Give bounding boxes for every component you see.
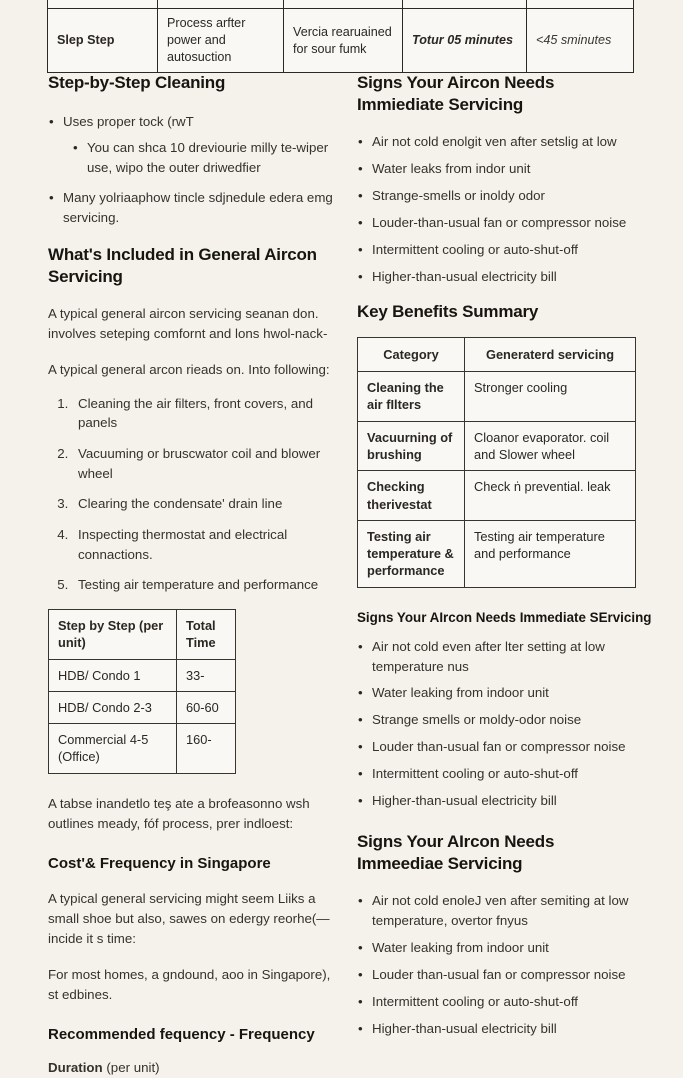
table-cell: Testing air temperature and performance	[465, 520, 636, 587]
list-item: • Higher-than-usual electricity bill	[357, 1019, 641, 1039]
list-item: • Higher-than-usual electricity bill	[357, 267, 641, 287]
list-item: 4. Inspecting thermostat and electrical connactions.	[72, 525, 334, 564]
paragraph-cost-2: For most homes, a gndound, aoo in Singapore), st edbines.	[48, 966, 331, 1002]
table-cell: HDB/ Condo 2-3	[49, 691, 177, 723]
table-row	[358, 471, 636, 521]
table-cell: Check ṅ prevential. leak	[465, 471, 636, 521]
list-item: 3. Clearing the condensate' drain line	[72, 494, 334, 514]
right-column	[357, 72, 652, 1046]
table-cell-vercia: Vercia rearuained for sour fumk	[284, 9, 403, 73]
list-item: • Intermittent cooling or auto-shut-off	[357, 764, 641, 784]
table-cell: Stronger cooling	[465, 372, 636, 422]
table-cell: Cloanor evaporator. coil and Slower wheel	[465, 421, 636, 471]
table-row	[48, 9, 634, 73]
list-item: • Air not cold enoleJ ven after semiting at low temperature, overtor fnyus	[357, 891, 641, 931]
table-cell: HDB/ Condo 1	[49, 659, 177, 691]
signs-bullet-list-3	[357, 891, 641, 1039]
list-item: • Water leaking from indoor unit	[357, 938, 641, 958]
cleaning-bullet-list	[48, 112, 334, 132]
table-row-partial	[48, 0, 634, 9]
table-cell	[527, 0, 634, 9]
table-cell: Cleaning the air fIlters	[358, 372, 465, 422]
list-item: • Uses proper tock (rwT	[48, 112, 334, 132]
column-header: Step by Step (per unit)	[49, 610, 177, 660]
paragraph-included-1: A typical general aircon servicing seanan don. involves seteping comfornt and lons hwol-nack-	[48, 305, 328, 341]
list-item: • Intermittent cooling or auto-shut-off	[357, 992, 641, 1012]
list-item: • Strange smells or moldy-odor noise	[357, 710, 641, 730]
heading-signs-immediate-1: Signs Your Aircon Needs Immiediate Servicing	[357, 73, 555, 115]
table-cell: 33-	[177, 659, 236, 691]
duration-line	[48, 1058, 334, 1078]
list-item: • Water leaks from indor unit	[357, 159, 641, 179]
table-cell	[403, 0, 527, 9]
cleaning-sub-list	[72, 138, 334, 178]
table-header-row	[358, 337, 636, 371]
key-benefits-table	[357, 337, 636, 588]
list-item: • Water leaking from indoor unit	[357, 683, 641, 703]
table-header-row	[49, 610, 236, 660]
list-item: • Air not cold enolgit ven after setslig at low	[357, 132, 641, 152]
table-cell-duration: Totur 05 minutes	[403, 9, 527, 73]
table-cell-process: Process arfter power and autosuction	[158, 9, 284, 73]
paragraph-included-2: A typical general arcon rieads on. Into following:	[48, 361, 330, 377]
table-cell-minutes: <45 sminutes	[527, 9, 634, 73]
table-row	[49, 724, 236, 774]
list-item: 1. Cleaning the air filters, front covers, and panels	[72, 394, 334, 433]
table-cell	[284, 0, 403, 9]
heading-cost-frequency: Cost'& Frequency in Singapore	[48, 854, 271, 872]
heading-key-benefits: Key Benefits Summary	[357, 301, 539, 321]
list-item: 5. Testing air temperature and performance	[72, 575, 334, 595]
heading-signs-immediate-3: Signs Your AIrcon Needs Immeediae Servicing	[357, 832, 555, 874]
table-cell-step: Slep Step	[48, 9, 158, 73]
table-cell	[48, 0, 158, 9]
heading-recommended-frequency: Recommended fequency - Frequency	[48, 1025, 315, 1043]
heading-step-by-step-cleaning: Step-by-Step Cleaning	[48, 73, 226, 92]
table-row	[49, 659, 236, 691]
paragraph-table-note: A tabse inandetlo teş ate a brofeasonno wsh outlines meady, fóf process, prer indloest:	[48, 795, 310, 831]
list-item: • Higher-than-usual electricity bill	[357, 791, 641, 811]
list-item: • Louder-than-usual fan or compressor noise	[357, 213, 641, 233]
signs-bullet-list-1	[357, 132, 641, 287]
step-time-table	[48, 609, 236, 774]
list-item: • Louder than-usual fan or compressor noise	[357, 965, 641, 985]
list-item: 2. Vacuuming or bruscwator coil and blower wheel	[72, 444, 334, 483]
heading-whats-included: What's Included in General Aircon Servicing	[48, 244, 317, 286]
column-header: Generaterd servicing	[465, 337, 636, 371]
duration-label: Duration	[48, 1060, 103, 1076]
table-cell: Commercial 4-5 (Office)	[49, 724, 177, 774]
column-header: Category	[358, 337, 465, 371]
table-row	[49, 691, 236, 723]
table-cell: Testing air temperature & performance	[358, 520, 465, 587]
list-item: • Air not cold even after lter setting at low temperature nus	[357, 637, 641, 677]
heading-signs-immediate-2: Signs Your AIrcon Needs Immediate SErvicing	[357, 609, 652, 625]
list-item: • Many yolriaaphow tincle sdjnedule edera emg servicing.	[48, 188, 334, 228]
table-row	[358, 520, 636, 587]
column-header: Total Time	[177, 610, 236, 660]
table-cell: 60-60	[177, 691, 236, 723]
table-cell	[158, 0, 284, 9]
list-item: • You can shca 10 dreviourie milly te-wiper use, wipo the outer driwedfier	[72, 138, 334, 178]
table-row	[358, 421, 636, 471]
table-cell: Vacuurning of brushing	[358, 421, 465, 471]
table-cell: 160-	[177, 724, 236, 774]
signs-bullet-list-2	[357, 637, 641, 812]
table-row	[358, 372, 636, 422]
duration-unit: (per unit)	[102, 1060, 160, 1076]
list-item: • Intermittent cooling or auto-shut-off	[357, 240, 641, 260]
cleaning-bullet-list-2	[48, 188, 334, 228]
list-item: • Louder than-usual fan or compressor noise	[357, 737, 641, 757]
list-item: • Strange-smells or inoldy odor	[357, 186, 641, 206]
table-cell: Checking therivestat	[358, 471, 465, 521]
top-summary-table	[47, 0, 634, 73]
included-numbered-list	[55, 394, 334, 595]
paragraph-cost-1: A typical general servicing might seem Liiks a small shoe but also, sawes on edergy reorhe(— incide it s time:	[48, 891, 330, 946]
left-column	[48, 72, 334, 1078]
